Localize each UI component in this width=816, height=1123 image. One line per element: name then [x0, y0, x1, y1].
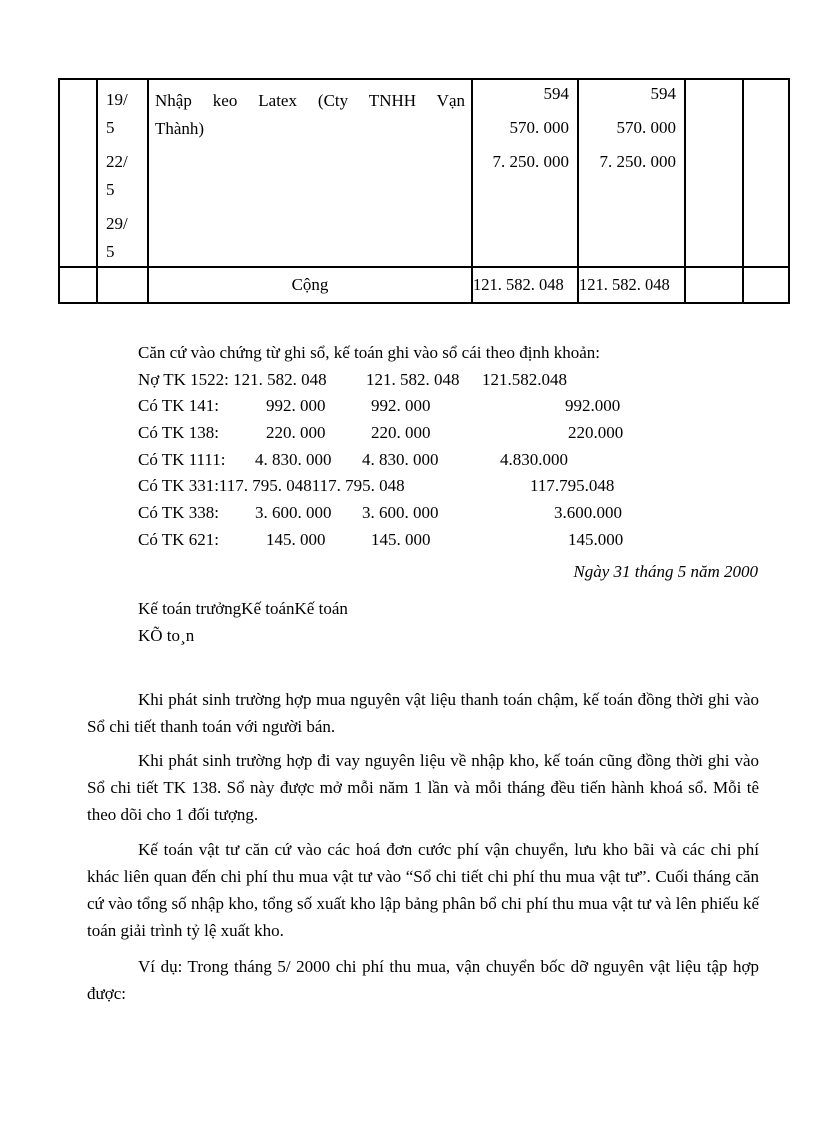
ledger-table: [58, 78, 790, 304]
paragraph: Khi phát sinh trường hợp mua nguyên vật liệu thanh toán chậm, kế toán đồng thời ghi vào Sổ chi tiết thanh toán với người bán.: [87, 690, 759, 736]
entry-row: [138, 447, 600, 474]
description-line: Nhập keo Latex (Cty TNHH Vạn: [155, 91, 465, 110]
entry-first: 992. 000: [266, 396, 326, 416]
signature-block: [138, 596, 348, 649]
date-cell: [97, 79, 148, 267]
debit-value: 570. 000: [509, 118, 569, 137]
credit-cell: [578, 79, 685, 267]
entry-row: [138, 527, 624, 554]
entry-row: [138, 420, 624, 447]
entry-label: Có TK 338:: [138, 503, 219, 523]
entry-row: [138, 367, 600, 394]
entry-third: 117.795.048: [530, 476, 615, 496]
credit-value: 570. 000: [616, 118, 676, 137]
entry-third: 220.000: [568, 423, 624, 443]
table-row: [59, 79, 789, 267]
total-label: Cộng: [148, 267, 472, 303]
entry-label: Có TK 141:: [138, 396, 219, 416]
entry-second: 3. 600. 000: [362, 503, 439, 523]
entry-second: 992. 000: [371, 396, 431, 416]
table-cell-empty: [743, 267, 789, 303]
entry-third: 121.582.048: [482, 369, 567, 389]
entry-first: 145. 000: [266, 529, 326, 549]
table-cell-empty: [743, 79, 789, 267]
credit-value: 7. 250. 000: [599, 152, 676, 171]
debit-value: 594: [543, 84, 569, 103]
description-line: Thành): [155, 119, 205, 138]
paragraph: Khi phát sinh trường hợp đi vay nguyên liệu về nhập kho, kế toán cũng đồng thời ghi vào Sổ chi tiết TK 138. Sổ này được mở mỗi năm 1 lần và mỗi tháng đều tiến hành khoá sổ. Mỗi tê theo dõi cho 1 đối tượng.: [87, 751, 759, 824]
entry-row: [138, 473, 615, 500]
date-entry: 22/ 5: [106, 152, 128, 199]
date-entry: 29/ 5: [106, 214, 128, 261]
entry-first: 4. 830. 000: [255, 449, 332, 469]
date-line: Ngày 31 tháng 5 năm 2000: [573, 562, 758, 581]
entry-second: 4. 830. 000: [362, 449, 439, 469]
journal-entries: [138, 340, 624, 554]
paragraph: Ví dụ: Trong tháng 5/ 2000 chi phí thu mua, vận chuyển bốc dỡ nguyên vật liệu tập hợp được:: [87, 957, 759, 1003]
entry-second: 220. 000: [371, 423, 431, 443]
entry-label: Có TK 138:: [138, 423, 219, 443]
entry-third: 3.600.000: [554, 503, 622, 523]
total-debit: 121. 582. 048: [472, 267, 578, 303]
date-entry: 19/ 5: [106, 90, 128, 137]
entry-second: 121. 582. 048: [366, 369, 460, 389]
entry-row: [138, 500, 622, 527]
table-cell-empty: [685, 267, 743, 303]
entry-first: 220. 000: [266, 423, 326, 443]
entry-row: [138, 393, 621, 420]
table-cell-empty: [685, 79, 743, 267]
entry-second: 145. 000: [371, 529, 431, 549]
entry-label: Có TK 1111:: [138, 449, 226, 469]
entry-third: 992.000: [565, 396, 621, 416]
entry-third: 145.000: [568, 529, 624, 549]
signature-line: Kế toán trưởngKế toánKế toán: [138, 599, 348, 618]
entry-first: 3. 600. 000: [255, 503, 332, 523]
table-cell-empty: [97, 267, 148, 303]
intro-text: Căn cứ vào chứng từ ghi sổ, kế toán ghi vào sổ cái theo định khoản:: [138, 343, 600, 362]
description-cell: [148, 79, 472, 267]
debit-value: 7. 250. 000: [492, 152, 569, 171]
total-row: [59, 267, 789, 303]
paragraph: Kế toán vật tư căn cứ vào các hoá đơn cước phí vận chuyển, lưu kho bãi và các chi phí khác liên quan đến chi phí thu mua vật tư vào “Sổ chi tiết chi phí thu mua vật tư”. Cuối tháng căn cứ vào tổng số nhập kho, tổng số xuất kho lập bảng phân bổ chi phí thu mua vật tư và lên phiếu kế toán giải trình tỷ lệ xuất kho.: [87, 840, 759, 940]
entry-label: Nợ TK 1522: 121. 582. 048: [138, 369, 327, 389]
entry-label: Có TK 331:117. 795. 048117. 795. 048: [138, 476, 405, 496]
total-credit: 121. 582. 048: [578, 267, 685, 303]
table-cell-empty: [59, 267, 97, 303]
entry-label: Có TK 621:: [138, 529, 219, 549]
table-cell-empty: [59, 79, 97, 267]
signature-line: KÕ to¸n: [138, 625, 195, 645]
entry-third: 4.830.000: [500, 449, 568, 469]
credit-value: 594: [650, 84, 676, 103]
debit-cell: [472, 79, 578, 267]
